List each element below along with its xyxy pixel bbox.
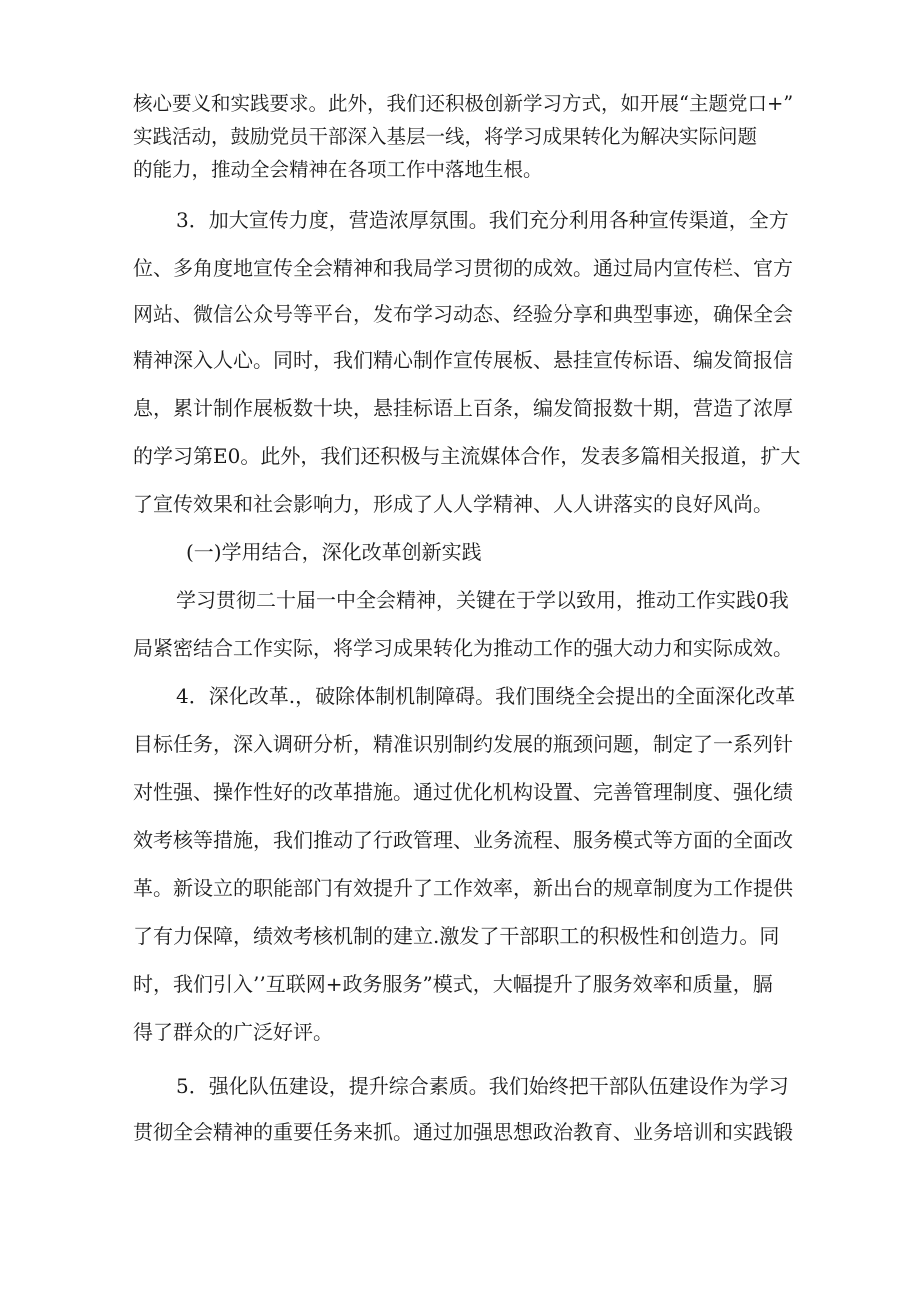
text-line: 对性强、操作性好的改革措施。通过优化机构设置、完善管理制度、强化绩 xyxy=(133,780,793,804)
text-line: 局紧密结合工作实际，将学习成果转化为推动工作的强大动力和实际成效。 xyxy=(133,636,793,660)
text-line: 核心要义和实践要求。此外，我们还积极创新学习方式，如开展“主题党口+” xyxy=(133,92,794,115)
text-line: 革。新设立的职能部门有效提升了工作效率，新出台的规章制度为工作提供 xyxy=(133,876,793,900)
text-line: 5．强化队伍建设，提升综合素质。我们始终把干部队伍建设作为学习 xyxy=(176,1074,789,1098)
text-line: 息，累计制作展板数十块，悬挂标语上百条，编发简报数十期，营造了浓厚 xyxy=(133,396,793,420)
text-line: 效考核等措施，我们推动了行政管理、业务流程、服务模式等方面的全面改 xyxy=(133,828,793,852)
text-line: 贯彻全会精神的重要任务来抓。通过加强思想政治教育、业务培训和实践锻 xyxy=(133,1120,793,1144)
text-line: 的能力，推动全会精神在各项工作中落地生根。 xyxy=(133,158,543,181)
text-line: 实践活动，鼓励党员干部深入基层一线，将学习成果转化为解决实际问题 xyxy=(133,125,758,148)
text-line: 目标任务，深入调研分析，精准识别制约发展的瓶颈问题，制定了一系列针 xyxy=(133,732,793,756)
text-line: 位、多角度地宣传全会精神和我局学习贯彻的成效。通过局内宣传栏、官方 xyxy=(133,256,793,280)
text-line: 4．深化改革.，破除体制机制障碍。我们围绕全会提出的全面深化改革 xyxy=(176,684,796,708)
text-line: 精神深入人心。同时，我们精心制作宣传展板、悬挂宣传标语、编发简报信 xyxy=(133,348,793,372)
text-line: 时，我们引入’’互联网+政务服务”模式，大幅提升了服务效率和质量，膈 xyxy=(133,972,773,996)
text-line: 的学习第E0。此外，我们还积极与主流媒体合作，发表多篇相关报道，扩大 xyxy=(133,444,801,468)
text-line: 得了群众的广泛好评。 xyxy=(133,1020,333,1044)
text-line: 了有力保障，绩效考核机制的建立.激发了干部职工的积极性和创造力。同 xyxy=(133,924,780,948)
text-line: 学习贯彻二十届一中全会精神，关键在于学以致用，推动工作实践0我 xyxy=(176,588,789,612)
text-line: 了宣传效果和社会影响力，形成了人人学精神、人人讲落实的良好风尚。 xyxy=(133,492,773,516)
text-line: 3．加大宣传力度，营造浓厚氛围。我们充分利用各种宣传渠道，全方 xyxy=(176,208,789,232)
section-heading: (一)学用结合，深化改革创新实践 xyxy=(186,540,482,564)
text-line: 网站、微信公众号等平台，发布学习动态、经验分享和典型事迹，确保全会 xyxy=(133,302,793,326)
